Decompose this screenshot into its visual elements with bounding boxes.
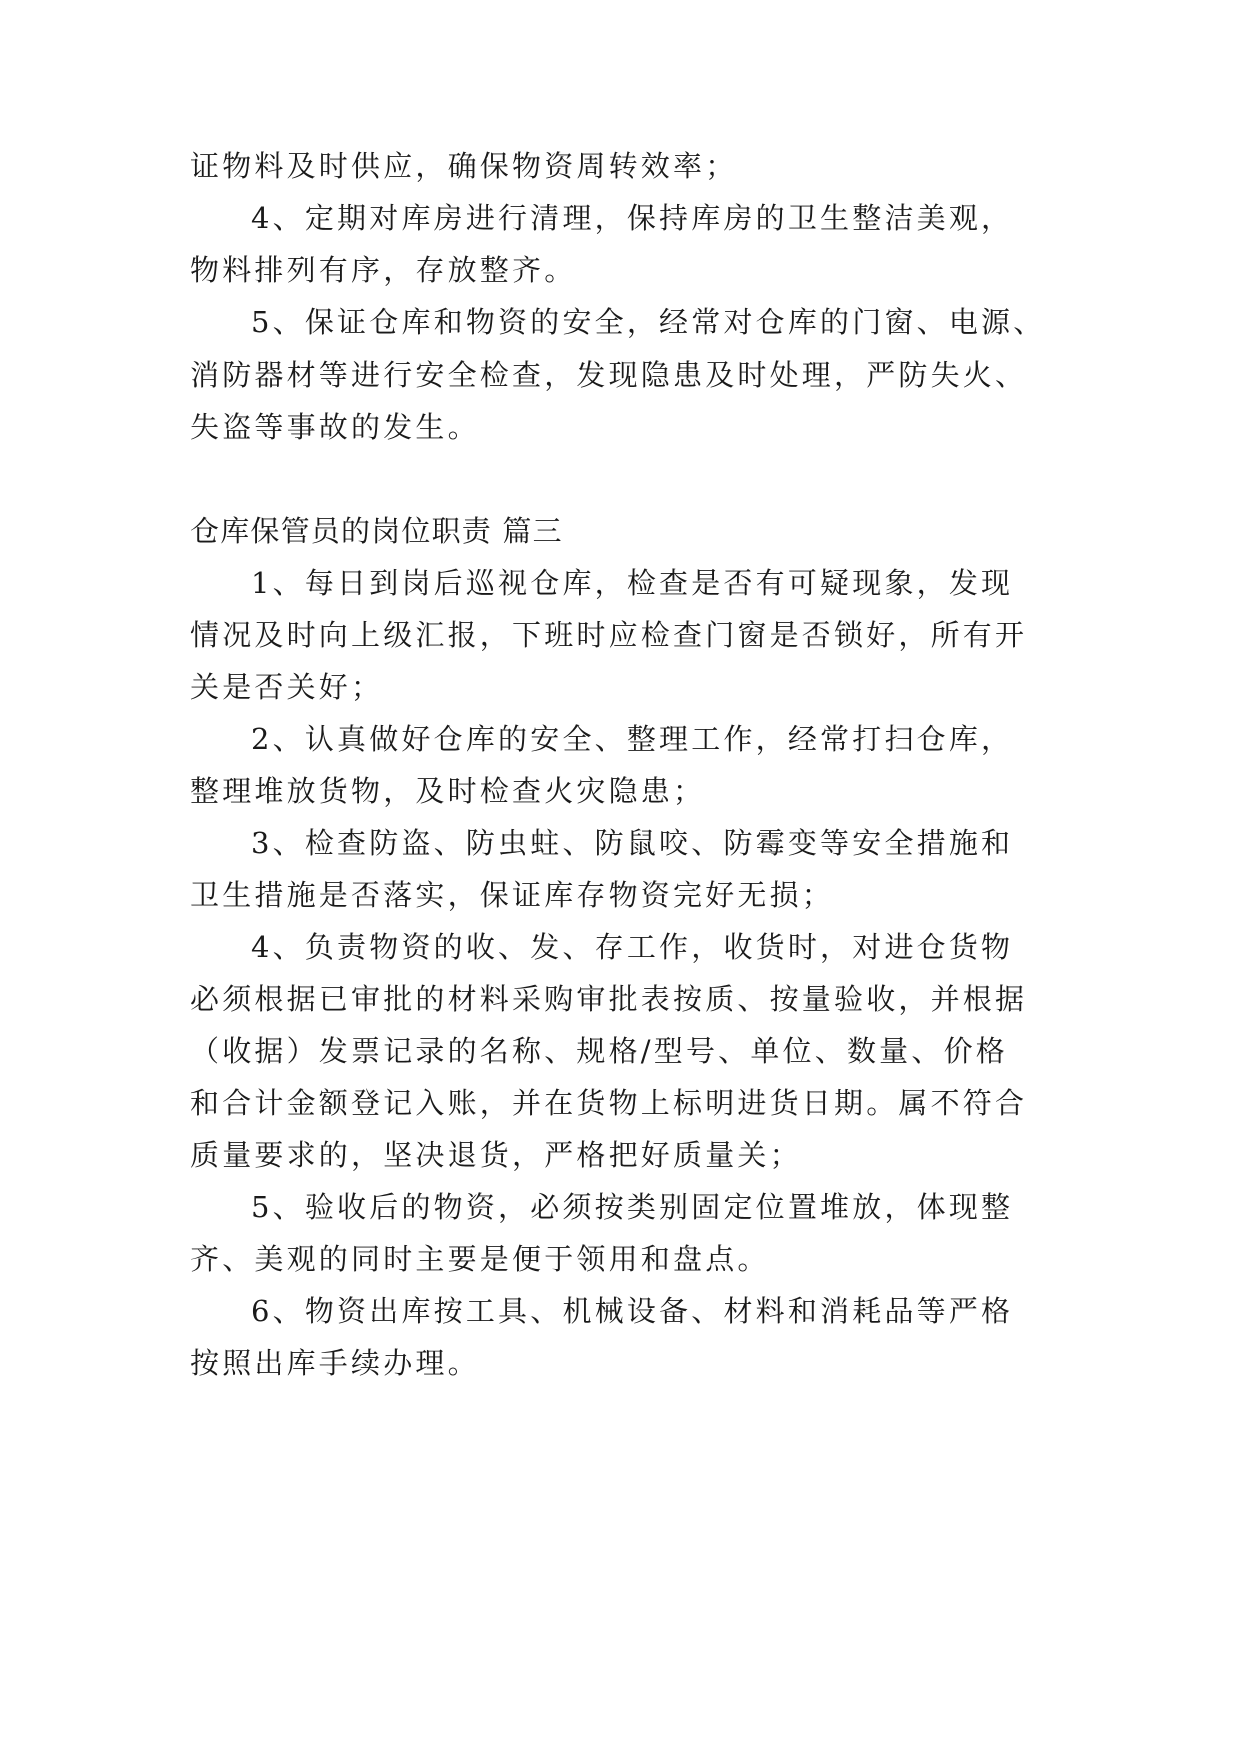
paragraph-line: 1、每日到岗后巡视仓库，检查是否有可疑现象，发现 [251, 566, 1014, 600]
paragraph-line: 消防器材等进行安全检查，发现隐患及时处理，严防失火、 [190, 358, 1028, 392]
paragraph-line: 5、保证仓库和物资的安全，经常对仓库的门窗、电源、 [251, 305, 1046, 339]
paragraph-line: 必须根据已审批的材料采购审批表按质、按量验收，并根据 [190, 982, 1028, 1016]
paragraph-line: 质量要求的，坚决退货，严格把好质量关； [190, 1138, 802, 1172]
paragraph-line: 整理堆放货物，及时检查火灾隐患； [190, 774, 706, 808]
paragraph-line: 关是否关好； [190, 670, 384, 704]
paragraph-line: 齐、美观的同时主要是便于领用和盘点。 [190, 1242, 770, 1276]
paragraph-line: 情况及时向上级汇报，下班时应检查门窗是否锁好，所有开 [190, 618, 1028, 652]
section-heading: 仓库保管员的岗位职责 篇三 [190, 514, 563, 548]
paragraph-line: 3、检查防盗、防虫蛀、防鼠咬、防霉变等安全措施和 [251, 826, 1014, 860]
paragraph-line: 卫生措施是否落实，保证库存物资完好无损； [190, 878, 835, 912]
paragraph-line: 物料排列有序，存放整齐。 [190, 253, 577, 287]
paragraph-line: 失盗等事故的发生。 [190, 410, 480, 444]
paragraph-line: 5、验收后的物资，必须按类别固定位置堆放，体现整 [251, 1190, 1014, 1224]
paragraph-line: （收据）发票记录的名称、规格/型号、单位、数量、价格 [190, 1034, 1008, 1068]
paragraph-line: 6、物资出库按工具、机械设备、材料和消耗品等严格 [251, 1294, 1014, 1328]
paragraph-line: 证物料及时供应，确保物资周转效率； [190, 149, 738, 183]
paragraph-line: 2、认真做好仓库的安全、整理工作，经常打扫仓库， [251, 722, 1014, 756]
paragraph-line: 4、负责物资的收、发、存工作，收货时，对进仓货物 [251, 930, 1014, 964]
paragraph-line: 按照出库手续办理。 [190, 1346, 480, 1380]
paragraph-line: 4、定期对库房进行清理，保持库房的卫生整洁美观， [251, 201, 1014, 235]
paragraph-line: 和合计金额登记入账，并在货物上标明进货日期。属不符合 [190, 1086, 1028, 1120]
